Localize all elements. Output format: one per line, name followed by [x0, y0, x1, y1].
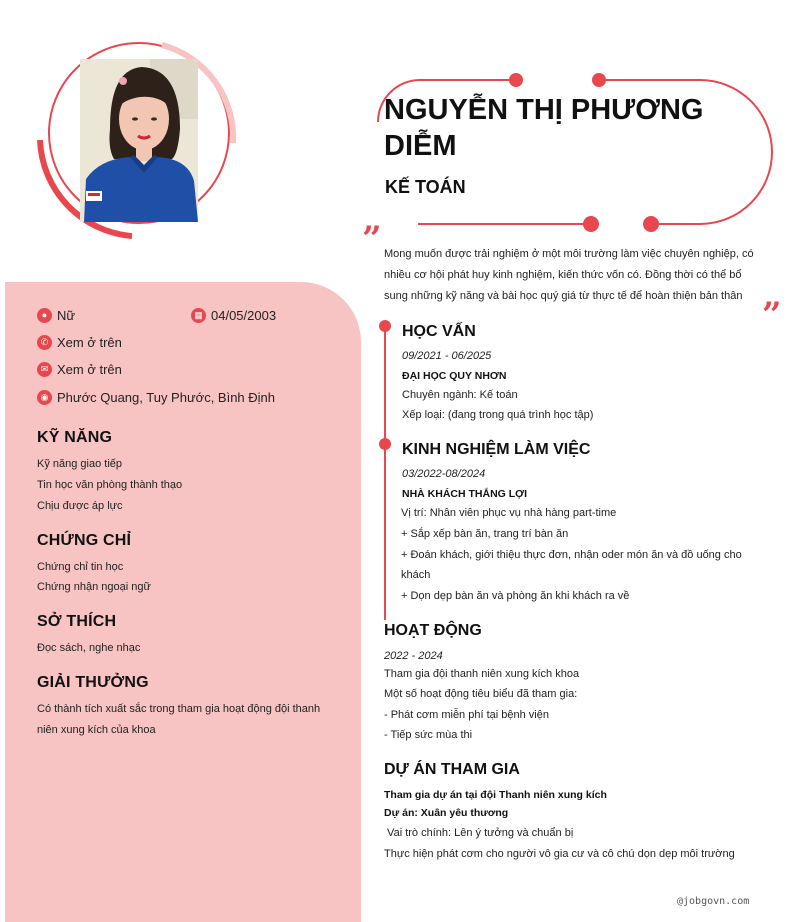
objective-line: Mong muốn được trải nghiệm ở một môi trường làm việc chuyên nghiệp, có: [384, 248, 754, 260]
birthdate-value: 04/05/2003: [211, 308, 277, 323]
name-line-2: DIỄM: [384, 130, 457, 162]
certificate-item: Chứng chỉ tin học: [37, 561, 124, 573]
hobbies-title: SỞ THÍCH: [37, 613, 117, 630]
experience-line: + Đoán khách, giới thiệu thực đơn, nhận oder món ăn và đồ uống cho: [401, 549, 742, 561]
activity-line: - Tiếp sức mùa thi: [384, 729, 473, 741]
left-panel: [5, 282, 361, 922]
activity-line: - Phát cơm miễn phí tại bệnh viện: [384, 709, 549, 721]
timeline-dot: [379, 438, 391, 450]
activities-title: HOẠT ĐỘNG: [384, 622, 482, 639]
job-title: KẾ TOÁN: [385, 177, 466, 197]
education-school: ĐẠI HỌC QUY NHƠN: [402, 370, 507, 382]
experience-date: 03/2022-08/2024: [402, 468, 486, 480]
education-title: HỌC VẤN: [402, 323, 476, 340]
activities-date: 2022 - 2024: [384, 650, 443, 662]
project-line: Thực hiện phát cơm cho người vô gia cư và cô chú dọn dẹp môi trường: [384, 848, 735, 860]
gender-value: Nữ: [57, 308, 76, 323]
skill-item: Tin học văn phòng thành thạo: [37, 479, 183, 491]
experience-line: khách: [401, 569, 431, 581]
frame-dot: [592, 73, 606, 87]
objective-line: nhiều cơ hội phát huy kinh nghiệm, kiến thức vốn có. Đồng thời có thể bổ: [384, 269, 742, 281]
candidate-name: [384, 92, 703, 164]
profile-photo: [80, 59, 198, 222]
name-line-1: NGUYỄN THỊ PHƯƠNG: [384, 94, 704, 126]
objective-line: sung những kỹ năng và bài học quý giá từ thực tế để hoàn thiện bản thân: [384, 290, 743, 302]
hobby-item: Đọc sách, nghe nhạc: [37, 642, 141, 654]
experience-line: + Dọn dẹp bàn ăn và phòng ăn khi khách ra về: [401, 590, 630, 602]
email-value: Xem ở trên: [57, 362, 122, 377]
location-icon: ◉: [37, 390, 52, 405]
project-bold-line: Dự án: Xuân yêu thương: [384, 807, 509, 819]
frame-dot: [643, 216, 659, 232]
activity-line: Tham gia đội thanh niên xung kích khoa: [384, 668, 580, 680]
project-line: Vai trò chính: Lên ý tưởng và chuẩn bị: [384, 827, 574, 839]
skill-item: Kỹ năng giao tiếp: [37, 458, 123, 470]
experience-line: Vị trí: Nhân viên phục vụ nhà hàng part-time: [401, 507, 617, 519]
project-bold-line: Tham gia dự án tại đội Thanh niên xung kích: [384, 789, 607, 801]
watermark: @jobgovn.com: [677, 896, 750, 907]
phone-icon: ✆: [37, 335, 52, 350]
frame-dot: [583, 216, 599, 232]
close-quote-icon: ”: [762, 295, 782, 335]
projects-title: DỰ ÁN THAM GIA: [384, 761, 520, 778]
awards-title: GIẢI THƯỞNG: [37, 674, 149, 691]
calendar-icon: ▦: [191, 308, 206, 323]
education-grade: Xếp loại: (đang trong quá trình học tập): [402, 409, 594, 421]
experience-company: NHÀ KHÁCH THẮNG LỢI: [402, 488, 528, 500]
experience-line: + Sắp xếp bàn ăn, trang trí bàn ăn: [401, 528, 569, 540]
skills-title: KỸ NĂNG: [37, 429, 113, 446]
gender-icon: ●: [37, 308, 52, 323]
timeline-dot: [379, 320, 391, 332]
address-value: Phước Quang, Tuy Phước, Bình Định: [57, 390, 276, 405]
award-line: niên xung kích của khoa: [37, 724, 156, 736]
phone-value: Xem ở trên: [57, 335, 122, 350]
certificate-item: Chứng nhận ngoại ngữ: [37, 581, 151, 593]
award-line: Có thành tích xuất sắc trong tham gia hoạt động đội thanh: [37, 703, 321, 715]
frame-dot: [509, 73, 523, 87]
activity-line: Một số hoạt động tiêu biểu đã tham gia:: [384, 688, 578, 700]
experience-title: KINH NGHIỆM LÀM VIỆC: [402, 441, 591, 458]
objective: [384, 244, 754, 307]
certificates-title: CHỨNG CHỈ: [37, 532, 132, 549]
timeline-line: [384, 326, 386, 620]
open-quote-icon: ”: [362, 219, 382, 259]
skill-item: Chịu được áp lực: [37, 500, 123, 512]
education-major: Chuyên ngành: Kế toán: [402, 389, 518, 401]
education-date: 09/2021 - 06/2025: [402, 350, 492, 362]
email-icon: ✉: [37, 362, 52, 377]
